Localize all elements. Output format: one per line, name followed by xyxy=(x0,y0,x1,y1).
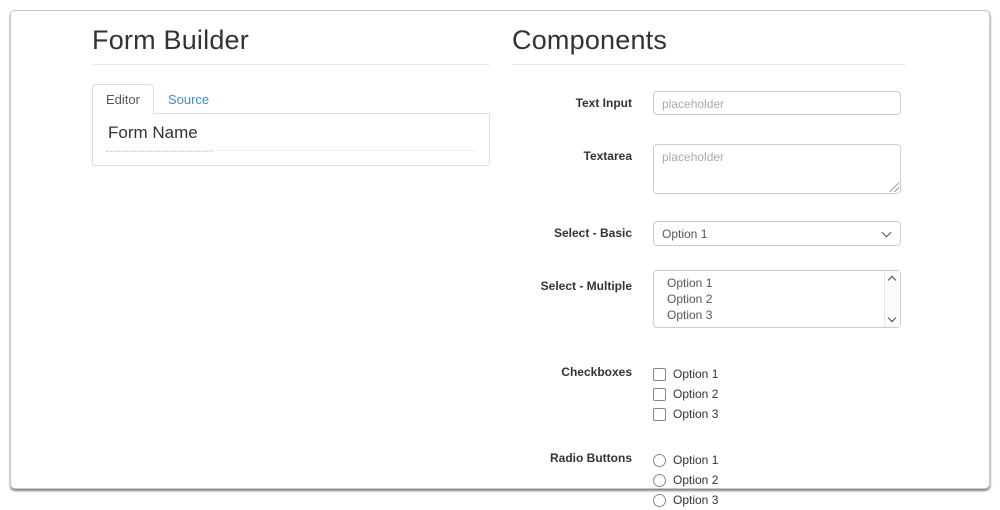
field-row-textarea xyxy=(512,144,906,194)
field-row-checkboxes xyxy=(512,364,906,424)
field-row-radio-buttons xyxy=(512,450,906,510)
scrollbar[interactable] xyxy=(884,271,900,327)
radio-option-row xyxy=(653,490,718,510)
checkbox-option-1[interactable] xyxy=(653,368,666,381)
select-multiple-option[interactable]: Option 1 xyxy=(667,276,713,290)
radio-option-row xyxy=(653,450,718,470)
divider xyxy=(92,64,490,65)
checkbox-option-row xyxy=(653,404,718,424)
textarea-input[interactable] xyxy=(653,144,901,194)
radio-option-label: Option 2 xyxy=(673,473,719,487)
select-basic[interactable] xyxy=(653,221,901,246)
radio-option-2[interactable] xyxy=(653,474,666,487)
chevron-down-icon[interactable] xyxy=(888,314,896,322)
radio-option-3[interactable] xyxy=(653,494,666,507)
radio-option-label: Option 1 xyxy=(673,453,719,467)
select-multiple-option[interactable]: Option 3 xyxy=(667,308,713,322)
checkbox-option-row xyxy=(653,364,718,384)
editor-tabs xyxy=(92,84,490,114)
select-multiple-label: Select - Multiple xyxy=(540,279,632,293)
divider xyxy=(512,64,906,65)
components-form xyxy=(512,91,906,510)
checkbox-option-row xyxy=(653,384,718,404)
radio-option-label: Option 3 xyxy=(673,493,719,507)
form-builder-title: Form Builder xyxy=(92,25,249,55)
checkbox-option-2[interactable] xyxy=(653,388,666,401)
field-row-select-multiple xyxy=(512,270,906,328)
field-row-text-input xyxy=(512,91,906,115)
tab-editor[interactable]: Editor xyxy=(92,84,154,114)
components-panel xyxy=(512,11,906,507)
checkbox-option-3[interactable] xyxy=(653,408,666,421)
checkbox-option-label: Option 1 xyxy=(673,367,719,381)
field-row-select-basic xyxy=(512,221,906,246)
checkboxes-label: Checkboxes xyxy=(561,365,632,379)
components-title: Components xyxy=(512,25,668,55)
form-builder-card xyxy=(10,10,990,507)
form-name-field[interactable]: Form Name xyxy=(106,121,212,152)
textarea-label: Textarea xyxy=(583,149,632,163)
radio-option-row xyxy=(653,470,718,490)
select-multiple-option[interactable]: Option 2 xyxy=(667,292,713,306)
radio-option-1[interactable] xyxy=(653,454,666,467)
chevron-up-icon[interactable] xyxy=(888,276,896,284)
checkbox-option-label: Option 3 xyxy=(673,407,719,421)
editor-tab-panel xyxy=(92,113,490,166)
select-multiple-options xyxy=(654,271,884,327)
form-builder-panel xyxy=(92,11,490,488)
text-input-label: Text Input xyxy=(575,96,632,110)
tab-source[interactable]: Source xyxy=(167,92,210,107)
checkbox-option-label: Option 2 xyxy=(673,387,719,401)
radio-buttons-label: Radio Buttons xyxy=(550,451,632,465)
text-input[interactable] xyxy=(653,91,901,115)
select-multiple[interactable] xyxy=(653,270,901,328)
select-basic-label: Select - Basic xyxy=(553,226,632,240)
form-name-row xyxy=(105,121,477,151)
